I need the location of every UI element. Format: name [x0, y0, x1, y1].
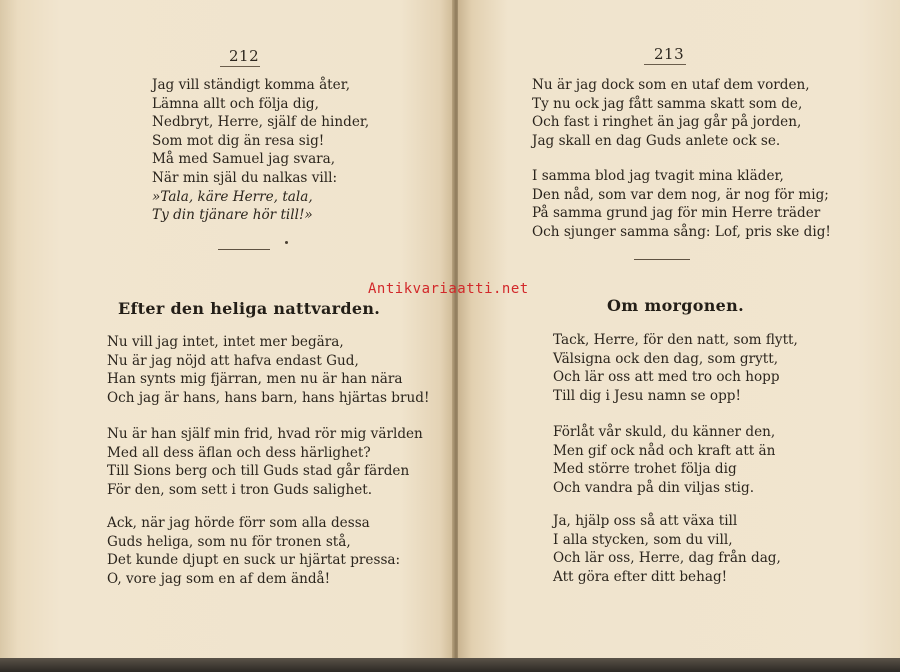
verse-line: I alla stycken, som du vill,	[553, 531, 733, 548]
book-bottom-edge	[0, 658, 900, 672]
stanza-top-2	[532, 167, 831, 241]
right-page	[458, 0, 900, 658]
page-number: 213	[654, 45, 685, 63]
verse-line: Med all dess äflan och dess härlighet?	[107, 444, 371, 461]
page-number-rule	[644, 64, 686, 65]
verse-line: Ty din tjänare hör till!»	[152, 207, 313, 224]
stanza-1	[107, 333, 429, 407]
verse-line: Nedbryt, Herre, själf de hinder,	[152, 114, 370, 131]
verse-line: Till Sions berg och till Guds stad går färden	[107, 463, 410, 480]
verse-line: Nu är jag dock som en utaf dem vorden,	[532, 77, 810, 93]
verse-line: Nu är han själf min frid, hvad rör mig världen	[107, 426, 423, 442]
verse-line: Och sjunger samma sång: Lof, pris ske dig!	[532, 223, 831, 240]
verse-line: Jag skall en dag Guds anlete ock se.	[532, 132, 781, 149]
verse-line: På samma grund jag för min Herre träder	[532, 205, 821, 222]
verse-line: Nu vill jag intet, intet mer begära,	[107, 334, 344, 350]
stanza-top-1	[532, 76, 810, 150]
page-number-rule	[220, 66, 260, 67]
verse-line: Med större trohet följa dig	[553, 461, 737, 478]
verse-line: Tack, Herre, för den natt, som flytt,	[553, 332, 798, 348]
verse-line: Och lär oss att med tro och hopp	[553, 369, 780, 386]
stanza-2	[553, 423, 775, 497]
verse-line: När min själ du nalkas vill:	[152, 169, 338, 186]
poem-heading: Efter den heliga nattvarden.	[118, 299, 381, 318]
stanza-1	[553, 331, 798, 405]
stanza-2	[107, 425, 423, 499]
watermark-text: Antikvariaatti.net	[368, 281, 529, 297]
verse-line: Ja, hjälp oss så att växa till	[553, 513, 738, 529]
verse-line: I samma blod jag tvagit mina kläder,	[532, 168, 784, 184]
verse-line: Men gif ock nåd och kraft att än	[553, 442, 776, 459]
verse-line: Och jag är hans, hans barn, hans hjärtas brud!	[107, 389, 430, 406]
verse-line: För den, som sett i tron Guds salighet.	[107, 481, 373, 498]
verse-line: Den nåd, som var dem nog, är nog för mig;	[532, 186, 829, 203]
section-divider	[634, 259, 690, 260]
verse-line: Ty nu ock jag fått samma skatt som de,	[532, 95, 803, 112]
verse-line: Och vandra på din viljas stig.	[553, 479, 755, 496]
verse-line: Ack, när jag hörde förr som alla dessa	[107, 515, 370, 531]
page-number: 212	[229, 47, 260, 65]
stanza-3	[553, 512, 781, 586]
stanza-3	[107, 514, 400, 588]
poem-heading: Om morgonen.	[607, 296, 744, 315]
verse-line: Det kunde djupt en suck ur hjärtat pressa:	[107, 552, 401, 569]
verse-line: Guds heliga, som nu för tronen stå,	[107, 533, 351, 550]
verse-line: Att göra efter ditt behag!	[553, 568, 728, 585]
verse-line: Som mot dig än resa sig!	[152, 132, 325, 149]
verse-line: Till dig i Jesu namn se opp!	[553, 387, 741, 404]
section-divider	[218, 249, 270, 250]
verse-line: Förlåt vår skuld, du känner den,	[553, 424, 776, 440]
left-page	[0, 0, 455, 658]
verse-line: Lämna allt och följa dig,	[152, 95, 319, 112]
verse-line: Må med Samuel jag svara,	[152, 151, 336, 168]
verse-line: Välsigna ock den dag, som grytt,	[553, 350, 779, 367]
verse-line: Och fast i ringhet än jag går på jorden,	[532, 114, 802, 131]
verse-line: Nu är jag nöjd att hafva endast Gud,	[107, 352, 359, 369]
verse-line: »Tala, käre Herre, tala,	[152, 188, 313, 205]
verse-line: Och lär oss, Herre, dag från dag,	[553, 550, 781, 567]
verse-line: O, vore jag som en af dem ändå!	[107, 570, 331, 587]
ink-speck	[285, 241, 288, 244]
verse-line: Han synts mig fjärran, men nu är han nära	[107, 371, 403, 388]
verse-line: Jag vill ständigt komma åter,	[152, 77, 351, 93]
stanza-top	[152, 76, 369, 225]
